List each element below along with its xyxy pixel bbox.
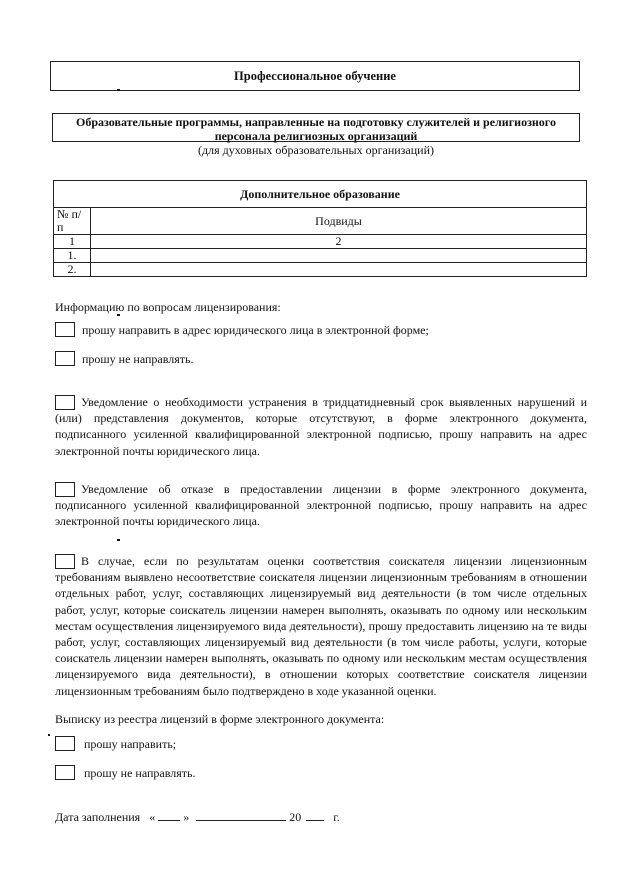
notice-refusal-checkbox[interactable] <box>55 482 75 497</box>
section-title: Профессиональное обучение <box>234 68 396 83</box>
registry-not-send-checkbox[interactable] <box>55 765 75 780</box>
notice-violations-paragraph <box>55 394 587 459</box>
licensing-send-label: прошу направить в адрес юридического лица в электронной форме; <box>82 323 429 337</box>
fill-date-row <box>55 808 340 825</box>
table-cell-number: 2. <box>54 263 91 277</box>
date-year-suffix: г. <box>333 810 340 824</box>
date-day-field[interactable] <box>158 808 180 821</box>
scan-speck <box>117 89 120 91</box>
notice-refusal-text: Уведомление об отказе в предоставлении лицензии в форме электронного документа, подписанного усиленной квалифицированной электронной подписью, прошу направить на адрес электронной почты юридического лица. <box>55 482 587 529</box>
table-cell-number: 1. <box>54 249 91 263</box>
registry-send-label: прошу направить; <box>84 737 177 751</box>
programs-note: (для духовных образовательных организаций) <box>198 143 434 157</box>
registry-not-send-label: прошу не направлять. <box>84 766 196 780</box>
column-header-number: № п/п <box>54 208 91 235</box>
date-century: 20 <box>289 810 302 824</box>
table-cell-subtype[interactable] <box>91 249 587 263</box>
table-cell-subtype[interactable] <box>91 263 587 277</box>
notice-violations-checkbox[interactable] <box>55 395 75 410</box>
scan-speck <box>48 734 50 736</box>
date-close-quote: » <box>183 810 190 824</box>
table-row <box>54 235 587 249</box>
table-title: Дополнительное образование <box>54 181 587 208</box>
notice-partial-checkbox[interactable] <box>55 554 75 569</box>
programs-title-line2: персонала религиозных организаций <box>214 129 418 143</box>
date-year-field[interactable] <box>306 808 324 821</box>
date-open-quote: « <box>149 810 156 824</box>
registry-extract-label: Выписку из реестра лицензий в форме электронного документа: <box>55 712 385 726</box>
licensing-not-send-label: прошу не направлять. <box>82 352 194 366</box>
notice-violations-text: Уведомление о необходимости устранения в тридцатидневный срок выявленных нарушений и (или) представления документов, которые отсутствуют, в форме электронного документа, подписанного усиленной квалифицированной электронной подписью, прошу направить на адрес электронной почты юридического лица. <box>55 395 587 458</box>
notice-partial-paragraph <box>55 553 587 699</box>
table-cell-subtype[interactable]: 2 <box>91 235 587 249</box>
licensing-info-label: Информацию по вопросам лицензирования: <box>55 300 281 314</box>
notice-partial-text: В случае, если по результатам оценки соответствия соискателя лицензии лицензионным требованиям выявлено несоответствие соискателя лицензии лицензионным требованиям в отношении отдельных работ, услуг, составляющих лицензируемый вид деятельности (в том числе отдельных работ, услуг, которые соискатель лицензии намерен выполнять, оказывать по одному или нескольким местам осуществления лицензируемого вида деятельности), прошу предоставить лицензию на те виды работ, услуг, составляющих лицензируемый вид деятельности (в том числе работы, услуги, которые соискатель лицензии намерен выполнять, оказывать по одному или нескольким местам осуществления лицензируемого вида деятельности), в отношении которых соответствие соискателя лицензии лицензионным требованиям было подтверждено в ходе указанной оценки. <box>55 554 587 698</box>
table-cell-number: 1 <box>54 235 91 249</box>
additional-education-table <box>53 180 587 277</box>
programs-box <box>52 113 580 142</box>
licensing-send-checkbox[interactable] <box>55 322 75 337</box>
licensing-not-send-checkbox[interactable] <box>55 351 75 366</box>
table-row <box>54 249 587 263</box>
fill-date-label: Дата заполнения <box>55 810 141 824</box>
date-month-field[interactable] <box>196 808 286 821</box>
column-header-subtypes: Подвиды <box>91 208 587 235</box>
programs-title-line1: Образовательные программы, направленные на подготовку служителей и религиозного <box>76 115 556 129</box>
scan-speck <box>117 314 120 316</box>
registry-send-checkbox[interactable] <box>55 736 75 751</box>
section-title-box <box>50 61 580 91</box>
table-row <box>54 263 587 277</box>
scan-speck <box>117 539 120 541</box>
notice-refusal-paragraph <box>55 481 587 530</box>
